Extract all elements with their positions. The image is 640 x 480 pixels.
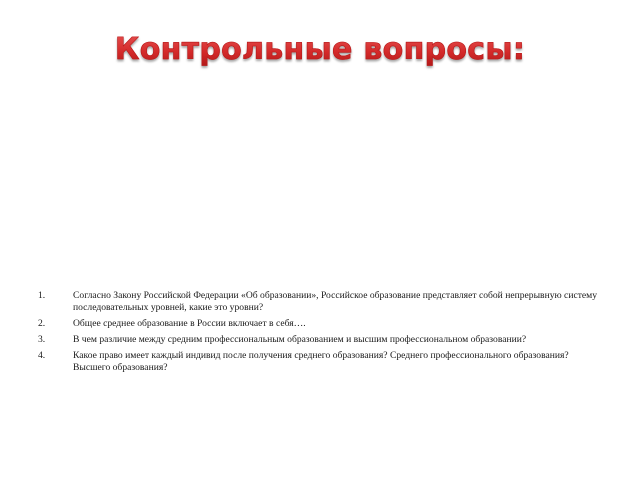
question-number: 3. [38,334,46,345]
question-item-3 [38,334,598,346]
question-number: 2. [38,318,46,329]
question-item-2 [38,318,598,330]
question-item-4 [38,350,598,374]
slide-title: Контрольные вопросы: [0,30,640,70]
question-text: Общее среднее образование в России включает в себя…. [73,318,306,329]
question-text: В чем различие между средним профессиональным образованием и высшим профессиональном образовании? [73,334,527,345]
questions-list [38,290,598,378]
question-number: 1. [38,290,46,301]
question-text: Какое право имеет каждый индивид после получения среднего образования? Среднего профессионального образования? Высшего образования? [73,350,569,373]
question-number: 4. [38,350,46,361]
question-item-1 [38,290,598,314]
question-text: Согласно Закону Российской Федерации «Об образовании», Российское образование представляет собой непрерывную систему последовательных уровней, какие это уровни? [73,290,598,313]
